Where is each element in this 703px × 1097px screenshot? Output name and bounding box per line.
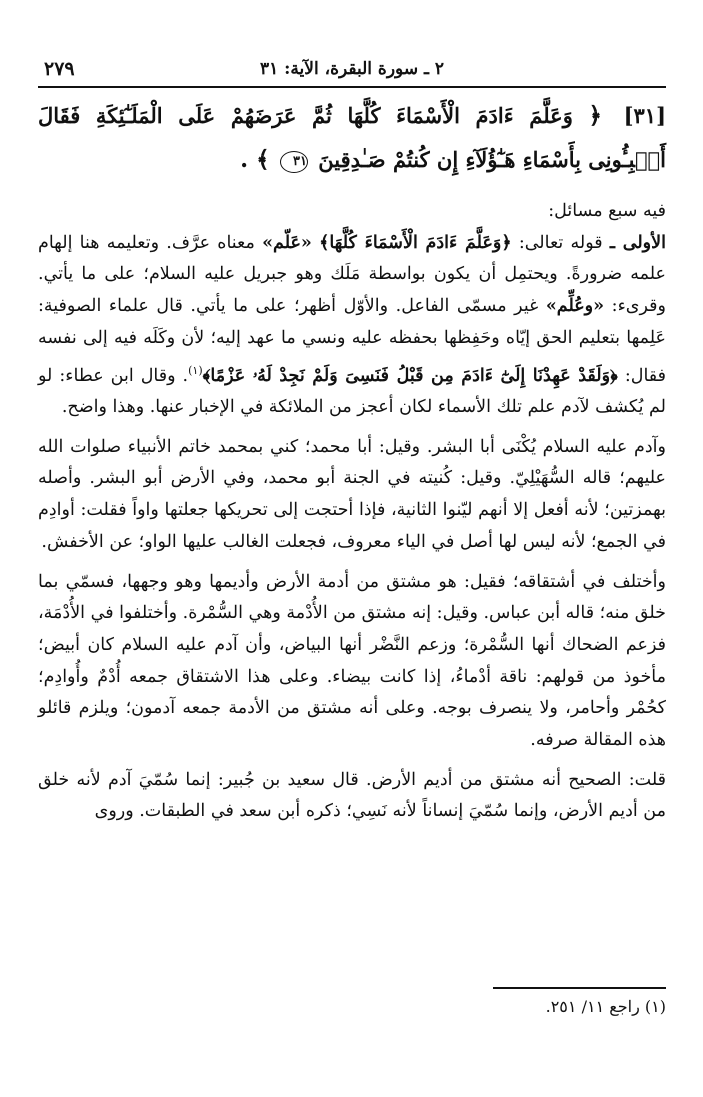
text-run: قوله تعالى: <box>518 232 603 253</box>
paragraph-conclusion: قلت: الصحيح أنه مشتق من أديم الأرض. قال سعيد بن جُبير: إنما سُمّيَ آدم لأنه خلق من أديم الأرض، وإنما سُمّيَ إنساناً لأنه نَسِي؛ ذكره أبن سعد في الطبقات. وروى <box>38 769 666 822</box>
verse-close-bracket: ﴾ . <box>240 146 270 173</box>
text-run: غير مسمّى الفاعل. والأوّل أظهر؛ على ما يأتي. قال علماء الصوفية: عَلِمها بتعليم الحق إيّاه وحَفِظها بحفظه عليه ونسي ما عهد إليه؛ لأن وكَلَه فيه إلى نفسه فقال: <box>38 296 666 386</box>
book-page <box>38 0 666 1097</box>
footnote-ref: (١) <box>188 363 203 377</box>
quran-quote: ﴿وَلَقَدْ عَهِدْنَا إِلَىٰٓ ءَادَمَ مِن قَبْلُ فَنَسِىَ وَلَمْ نَجِدْ لَهُۥ عَزْمًا﴾ <box>202 365 618 386</box>
intro-line: فيه سبع مسائل: <box>548 201 666 221</box>
paragraph-etymology: وأختلف في أشتقاقه؛ فقيل: هو مشتق من أدمة الأرض وأديمها وهو وجهها، فسمّي بما خلق منه؛ قاله أبن عباس. وقيل: إنه مشتق من الأُدْمة وهي السُّمْرة. وأختلفوا في الأُدْمَة، فزعم الضحاك أنها السُّمْرة؛ وزعم النَّضْر أنها البياض، وأن آدم عليه السلام كان أبيض؛ مأخوذ من قولهم: ناقة أدْماءُ، إذا كانت بيضاء. وعلى هذا الاشتقاق جمعه أُدْمٌ وأُوادِم؛ كحُمْر وأحامر، ولا ينصرف بوجه. وعلى أنه مشتق من الأدمة جمعه آدمون؛ ويلزم قائلو هذه المقالة صرفه. <box>38 571 666 751</box>
quoted-word: «عَلّم» <box>262 232 312 253</box>
running-title: ٢ ـ سورة البقرة، الآية: ٣١ <box>259 59 445 79</box>
header-rule <box>38 86 666 88</box>
footnote: (١) راجع ١١/ ٢٥١. <box>545 997 666 1016</box>
footnote-rule <box>493 987 666 989</box>
text-run: . وقال ابن عطاء: لو لم يُكشف لآدم علم تلك الأسماء لكان أعجز من الملائكة في الإخبار عنها. وهذا واضح. <box>38 365 666 418</box>
verse-end-marker: ٣١ <box>280 151 308 173</box>
paragraph-kunya: وآدم عليه السلام يُكْنَى أبا البشر. وقيل: أبا محمد؛ كني بمحمد خاتم الأنبياء صلوات الله عليهم؛ قاله السُّهَيْلِيّ. وقيل: كُنيته في الجنة أبو محمد، وفي الأرض أبو البشر. وأصله بهمزتين؛ لأنه أفعل إلا أنهم ليّنوا الثانية، فإذا أحتجت إلى تحريكها جعلتها واواً فقلت: أوادِم في الجمع؛ لأنه ليس لها أصل في الياء معروف، فجعلت الغالب عليها الواو؛ عن الأخفش. <box>38 436 666 552</box>
quran-quote: ﴿وَعَلَّمَ ءَادَمَ الْأَسْمَاءَ كُلَّهَا﴾ <box>319 232 512 253</box>
paragraph-first-issue <box>38 228 666 424</box>
verse-number: [٣١] <box>623 103 667 128</box>
quran-verse <box>38 94 666 182</box>
text-run: معناه عرَّف. وتعليمه هنا إلهام علمه ضرورةً. ويحتمِل أن يكون بواسطة مَلَك وهو جبريل عليه السلام؛ على ما يأتي. وقرىء: <box>38 232 666 317</box>
quoted-word: «وعُلِّم» <box>545 296 605 317</box>
verse-text: وَعَلَّمَ ءَادَمَ الْأَسْمَاءَ كُلَّهَا ثُمَّ عَرَضَهُمْ عَلَى الْمَلَـٰٓئِكَةِ فَقَالَ أَنۢبِـُٔونِى بِأَسْمَاءِ هَـٰٓؤُلَآءِ إِن كُنتُمْ صَـٰدِقِينَ <box>38 103 666 172</box>
page-number: ٢٧٩ <box>44 58 75 80</box>
running-header <box>38 58 666 84</box>
issue-label: الأولى ـ <box>609 232 666 253</box>
verse-open-bracket: ﴿ <box>588 102 602 129</box>
commentary-body <box>38 196 666 828</box>
